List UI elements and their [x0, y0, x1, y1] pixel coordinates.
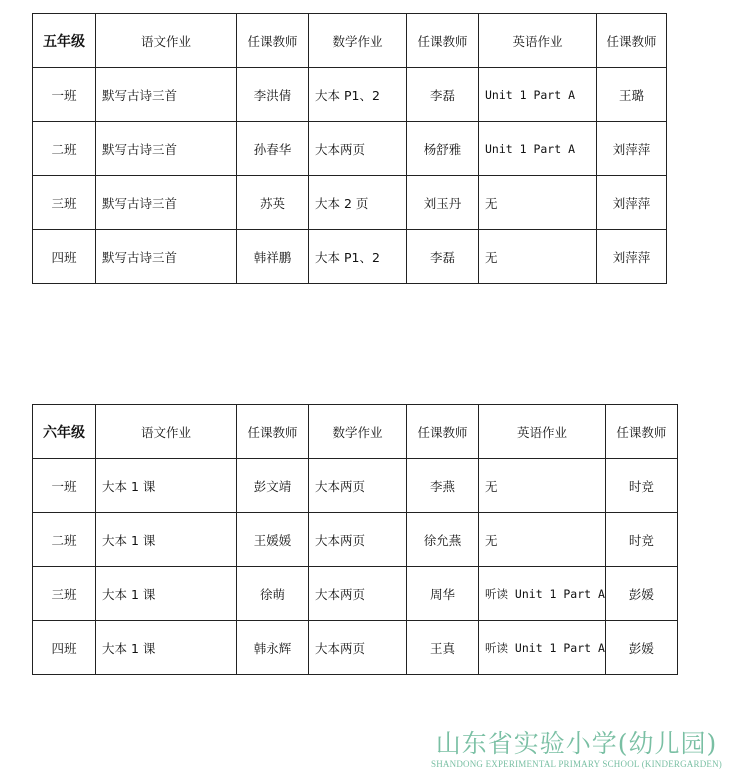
- table-header-row: [33, 405, 678, 459]
- english-teacher: 刘萍萍: [597, 230, 667, 284]
- chinese-homework: 默写古诗三首: [96, 176, 237, 230]
- english-homework: Unit 1 Part A: [479, 68, 597, 122]
- english-homework: 无: [479, 513, 606, 567]
- chinese-teacher: 李洪倩: [237, 68, 309, 122]
- english-teacher: 时竞: [605, 459, 677, 513]
- english-homework: 无: [479, 230, 597, 284]
- chinese-teacher: 韩祥鹏: [237, 230, 309, 284]
- math-homework: 大本两页: [309, 459, 407, 513]
- english-homework: 听读 Unit 1 Part A: [479, 621, 606, 675]
- table-row: [33, 459, 678, 513]
- chinese-teacher: 徐萌: [237, 567, 309, 621]
- english-teacher: 刘萍萍: [597, 176, 667, 230]
- math-homework: 大本 P1、2: [309, 68, 407, 122]
- chinese-teacher: 韩永辉: [237, 621, 309, 675]
- math-homework: 大本两页: [309, 567, 407, 621]
- math-teacher: 李燕: [407, 459, 479, 513]
- english-homework: Unit 1 Part A: [479, 122, 597, 176]
- math-homework: 大本两页: [309, 513, 407, 567]
- table-row: [33, 230, 667, 284]
- grade-label: 五年级: [33, 14, 96, 68]
- english-teacher: 时竞: [605, 513, 677, 567]
- math-homework: 大本两页: [309, 621, 407, 675]
- chinese-teacher: 孙春华: [237, 122, 309, 176]
- column-header-math-homework: 数学作业: [309, 14, 407, 68]
- column-header-math-teacher: 任课教师: [407, 405, 479, 459]
- column-header-english-homework: 英语作业: [479, 14, 597, 68]
- math-teacher: 刘玉丹: [407, 176, 479, 230]
- math-homework: 大本 P1、2: [309, 230, 407, 284]
- column-header-english-teacher: 任课教师: [597, 14, 667, 68]
- table-row: [33, 567, 678, 621]
- column-header-math-teacher: 任课教师: [407, 14, 479, 68]
- table-row: [33, 621, 678, 675]
- class-name: 二班: [33, 122, 96, 176]
- class-name: 四班: [33, 621, 96, 675]
- table-row: [33, 513, 678, 567]
- chinese-homework: 大本 1 课: [96, 459, 237, 513]
- chinese-teacher: 王媛媛: [237, 513, 309, 567]
- english-teacher: 彭媛: [605, 567, 677, 621]
- math-teacher: 徐允燕: [407, 513, 479, 567]
- math-teacher: 王真: [407, 621, 479, 675]
- class-name: 三班: [33, 176, 96, 230]
- class-name: 二班: [33, 513, 96, 567]
- math-teacher: 杨舒雅: [407, 122, 479, 176]
- chinese-homework: 大本 1 课: [96, 567, 237, 621]
- english-teacher: 王璐: [597, 68, 667, 122]
- chinese-teacher: 彭文靖: [237, 459, 309, 513]
- chinese-homework: 大本 1 课: [96, 513, 237, 567]
- table-header-row: [33, 14, 667, 68]
- math-homework: 大本 2 页: [309, 176, 407, 230]
- chinese-homework: 大本 1 课: [96, 621, 237, 675]
- chinese-teacher: 苏英: [237, 176, 309, 230]
- grade-label: 六年级: [33, 405, 96, 459]
- grade6-homework-table: [32, 404, 678, 675]
- chinese-homework: 默写古诗三首: [96, 68, 237, 122]
- english-homework: 无: [479, 459, 606, 513]
- column-header-chinese-homework: 语文作业: [96, 14, 237, 68]
- column-header-chinese-teacher: 任课教师: [237, 405, 309, 459]
- math-teacher: 李磊: [407, 230, 479, 284]
- column-header-english-teacher: 任课教师: [605, 405, 677, 459]
- column-header-chinese-homework: 语文作业: [96, 405, 237, 459]
- chinese-homework: 默写古诗三首: [96, 230, 237, 284]
- math-homework: 大本两页: [309, 122, 407, 176]
- math-teacher: 李磊: [407, 68, 479, 122]
- english-homework: 无: [479, 176, 597, 230]
- school-name-chinese: 山东省实验小学(幼儿园): [435, 729, 718, 758]
- column-header-english-homework: 英语作业: [479, 405, 606, 459]
- chinese-homework: 默写古诗三首: [96, 122, 237, 176]
- column-header-math-homework: 数学作业: [309, 405, 407, 459]
- school-name-english: SHANDONG EXPERIMENTAL PRIMARY SCHOOL (KINDERGARDEN): [431, 759, 722, 769]
- class-name: 三班: [33, 567, 96, 621]
- table-row: [33, 176, 667, 230]
- english-homework: 听读 Unit 1 Part A: [479, 567, 606, 621]
- english-teacher: 彭媛: [605, 621, 677, 675]
- grade5-homework-table: [32, 13, 667, 284]
- class-name: 一班: [33, 68, 96, 122]
- table-row: [33, 68, 667, 122]
- class-name: 四班: [33, 230, 96, 284]
- english-teacher: 刘萍萍: [597, 122, 667, 176]
- class-name: 一班: [33, 459, 96, 513]
- column-header-chinese-teacher: 任课教师: [237, 14, 309, 68]
- school-logo: [431, 729, 722, 770]
- table-row: [33, 122, 667, 176]
- math-teacher: 周华: [407, 567, 479, 621]
